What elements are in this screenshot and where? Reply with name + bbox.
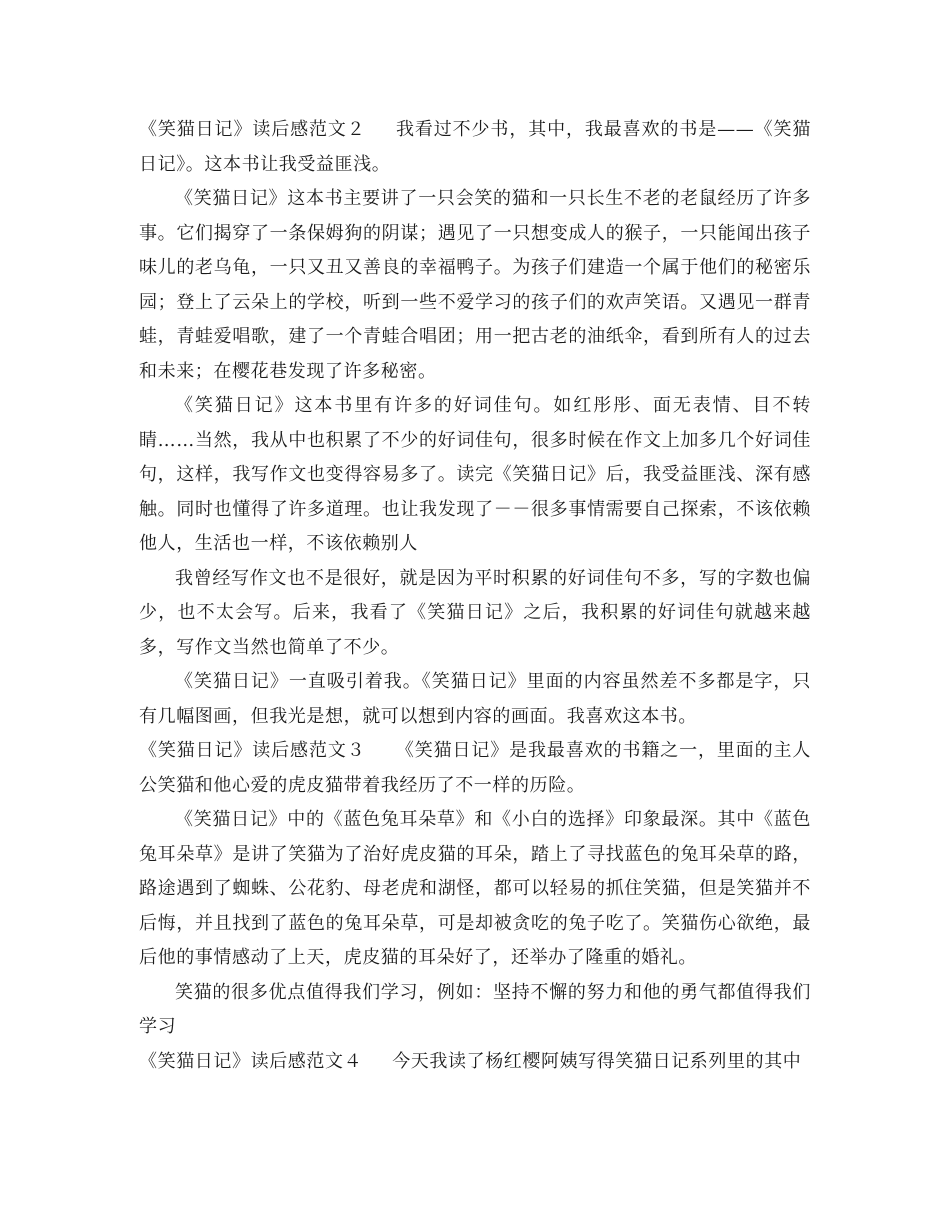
essay-2-title: 《笑猫日记》读后感范文２ <box>139 119 366 140</box>
essay-4-heading-paragraph <box>139 1045 811 1080</box>
essay-3-title: 《笑猫日记》读后感范文３ <box>139 740 366 761</box>
essay-4-title: 《笑猫日记》读后感范文４ <box>139 1050 363 1072</box>
essay-2-heading-paragraph <box>139 113 811 182</box>
essay-2-intro: 我看过不少书，其中，我最喜欢的书是——《笑猫日记》。这本书让我受益匪浅。 <box>139 119 811 175</box>
essay-2-paragraph-4: 《笑猫日记》一直吸引着我。《笑猫日记》里面的内容虽然差不多都是字，只有几幅图画，但我光是想，就可以想到内容的画面。我喜欢这本书。 <box>139 671 811 727</box>
essay-3-paragraph-1: 《笑猫日记》中的《蓝色兔耳朵草》和《小白的选择》印象最深。其中《蓝色兔耳朵草》是讲了笑猫为了治好虎皮猫的耳朵，踏上了寻找蓝色的兔耳朵草的路，路途遇到了蜘蛛、公花豹、母老虎和湖怪，都可以轻易的抓住笑猫，但是笑猫并不后悔，并且找到了蓝色的兔耳朵草，可是却被贪吃的兔子吃了。笑猫伤心欲绝，最后他的事情感动了上天，虎皮猫的耳朵好了，还举办了隆重的婚礼。 <box>139 809 811 968</box>
essay-2-paragraph-2: 《笑猫日记》这本书里有许多的好词佳句。如红彤彤、面无表情、目不转睛……当然，我从中也积累了不少的好词佳句，很多时候在作文上加多几个好词佳句，这样，我写作文也变得容易多了。读完《笑猫日记》后，我受益匪浅、深有感触。同时也懂得了许多道理。也让我发现了－－很多事情需要自己探索，不该依赖他人，生活也一样，不该依赖别人 <box>139 395 811 554</box>
document-body <box>139 113 811 1079</box>
essay-4-intro: 今天我读了杨红樱阿姨写得笑猫日记系列里的其中 <box>392 1050 802 1072</box>
essay-2-paragraph-3: 我曾经写作文也不是很好，就是因为平时积累的好词佳句不多，写的字数也偏少，也不太会写。后来，我看了《笑猫日记》之后，我积累的好词佳句就越来越多，写作文当然也简单了不少。 <box>139 567 811 658</box>
essay-3-paragraph-2: 笑猫的很多优点值得我们学习，例如：坚持不懈的努力和他的勇气都值得我们学习 <box>139 981 811 1037</box>
essay-3-heading-paragraph <box>139 734 811 803</box>
essay-3-intro: 《笑猫日记》是我最喜欢的书籍之一，里面的主人公笑猫和他心爱的虎皮猫带着我经历了不一样的历险。 <box>139 740 811 796</box>
essay-2-paragraph-1: 《笑猫日记》这本书主要讲了一只会笑的猫和一只长生不老的老鼠经历了许多事。它们揭穿了一条保姆狗的阴谋；遇见了一只想变成人的猴子，一只能闻出孩子味儿的老乌龟，一只又丑又善良的幸福鸭子。为孩子们建造一个属于他们的秘密乐园；登上了云朵上的学校，听到一些不爱学习的孩子们的欢声笑语。又遇见一群青蛙，青蛙爱唱歌，建了一个青蛙合唱团；用一把古老的油纸伞，看到所有人的过去和未来；在樱花巷发现了许多秘密。 <box>139 188 811 382</box>
